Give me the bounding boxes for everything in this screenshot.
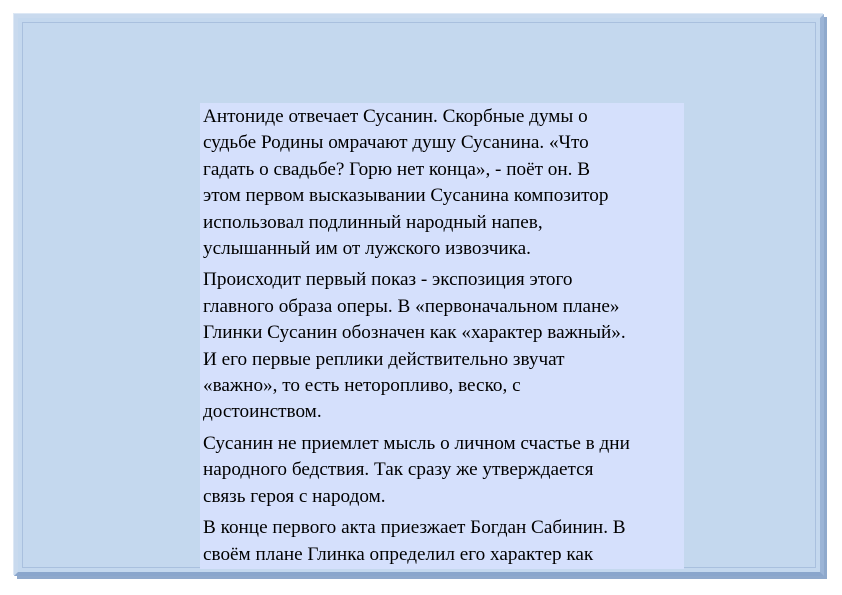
slide-frame [14, 14, 824, 576]
paragraph-3: Сусанин не приемлет мысль о личном счастье в дни народного бедствия. Так сразу же утверждается связь героя с народом. [203, 432, 630, 507]
paragraph-2: Происходит первый показ - экспозиция этого главного образа оперы. В «первоначальном плане» Глинки Сусанин обозначен как «характер важный». И его первые реплики действительно звучат «важно», то есть неторопливо, веско, с достоинством. [203, 269, 626, 423]
paragraph-4: В конце первого акта приезжает Богдан Сабинин. В своём плане Глинка определил его характер как [203, 517, 626, 565]
paragraph-1: Антониде отвечает Сусанин. Скорбные думы о судьбе Родины омрачают душу Сусанина. «Что гадать о свадьбе? Горю нет конца», - поёт он. В этом первом высказывании Сусанина композитор использовал подлинный народный напев, услышанный им от лужского извозчика. [203, 106, 609, 260]
text-box [200, 103, 684, 569]
